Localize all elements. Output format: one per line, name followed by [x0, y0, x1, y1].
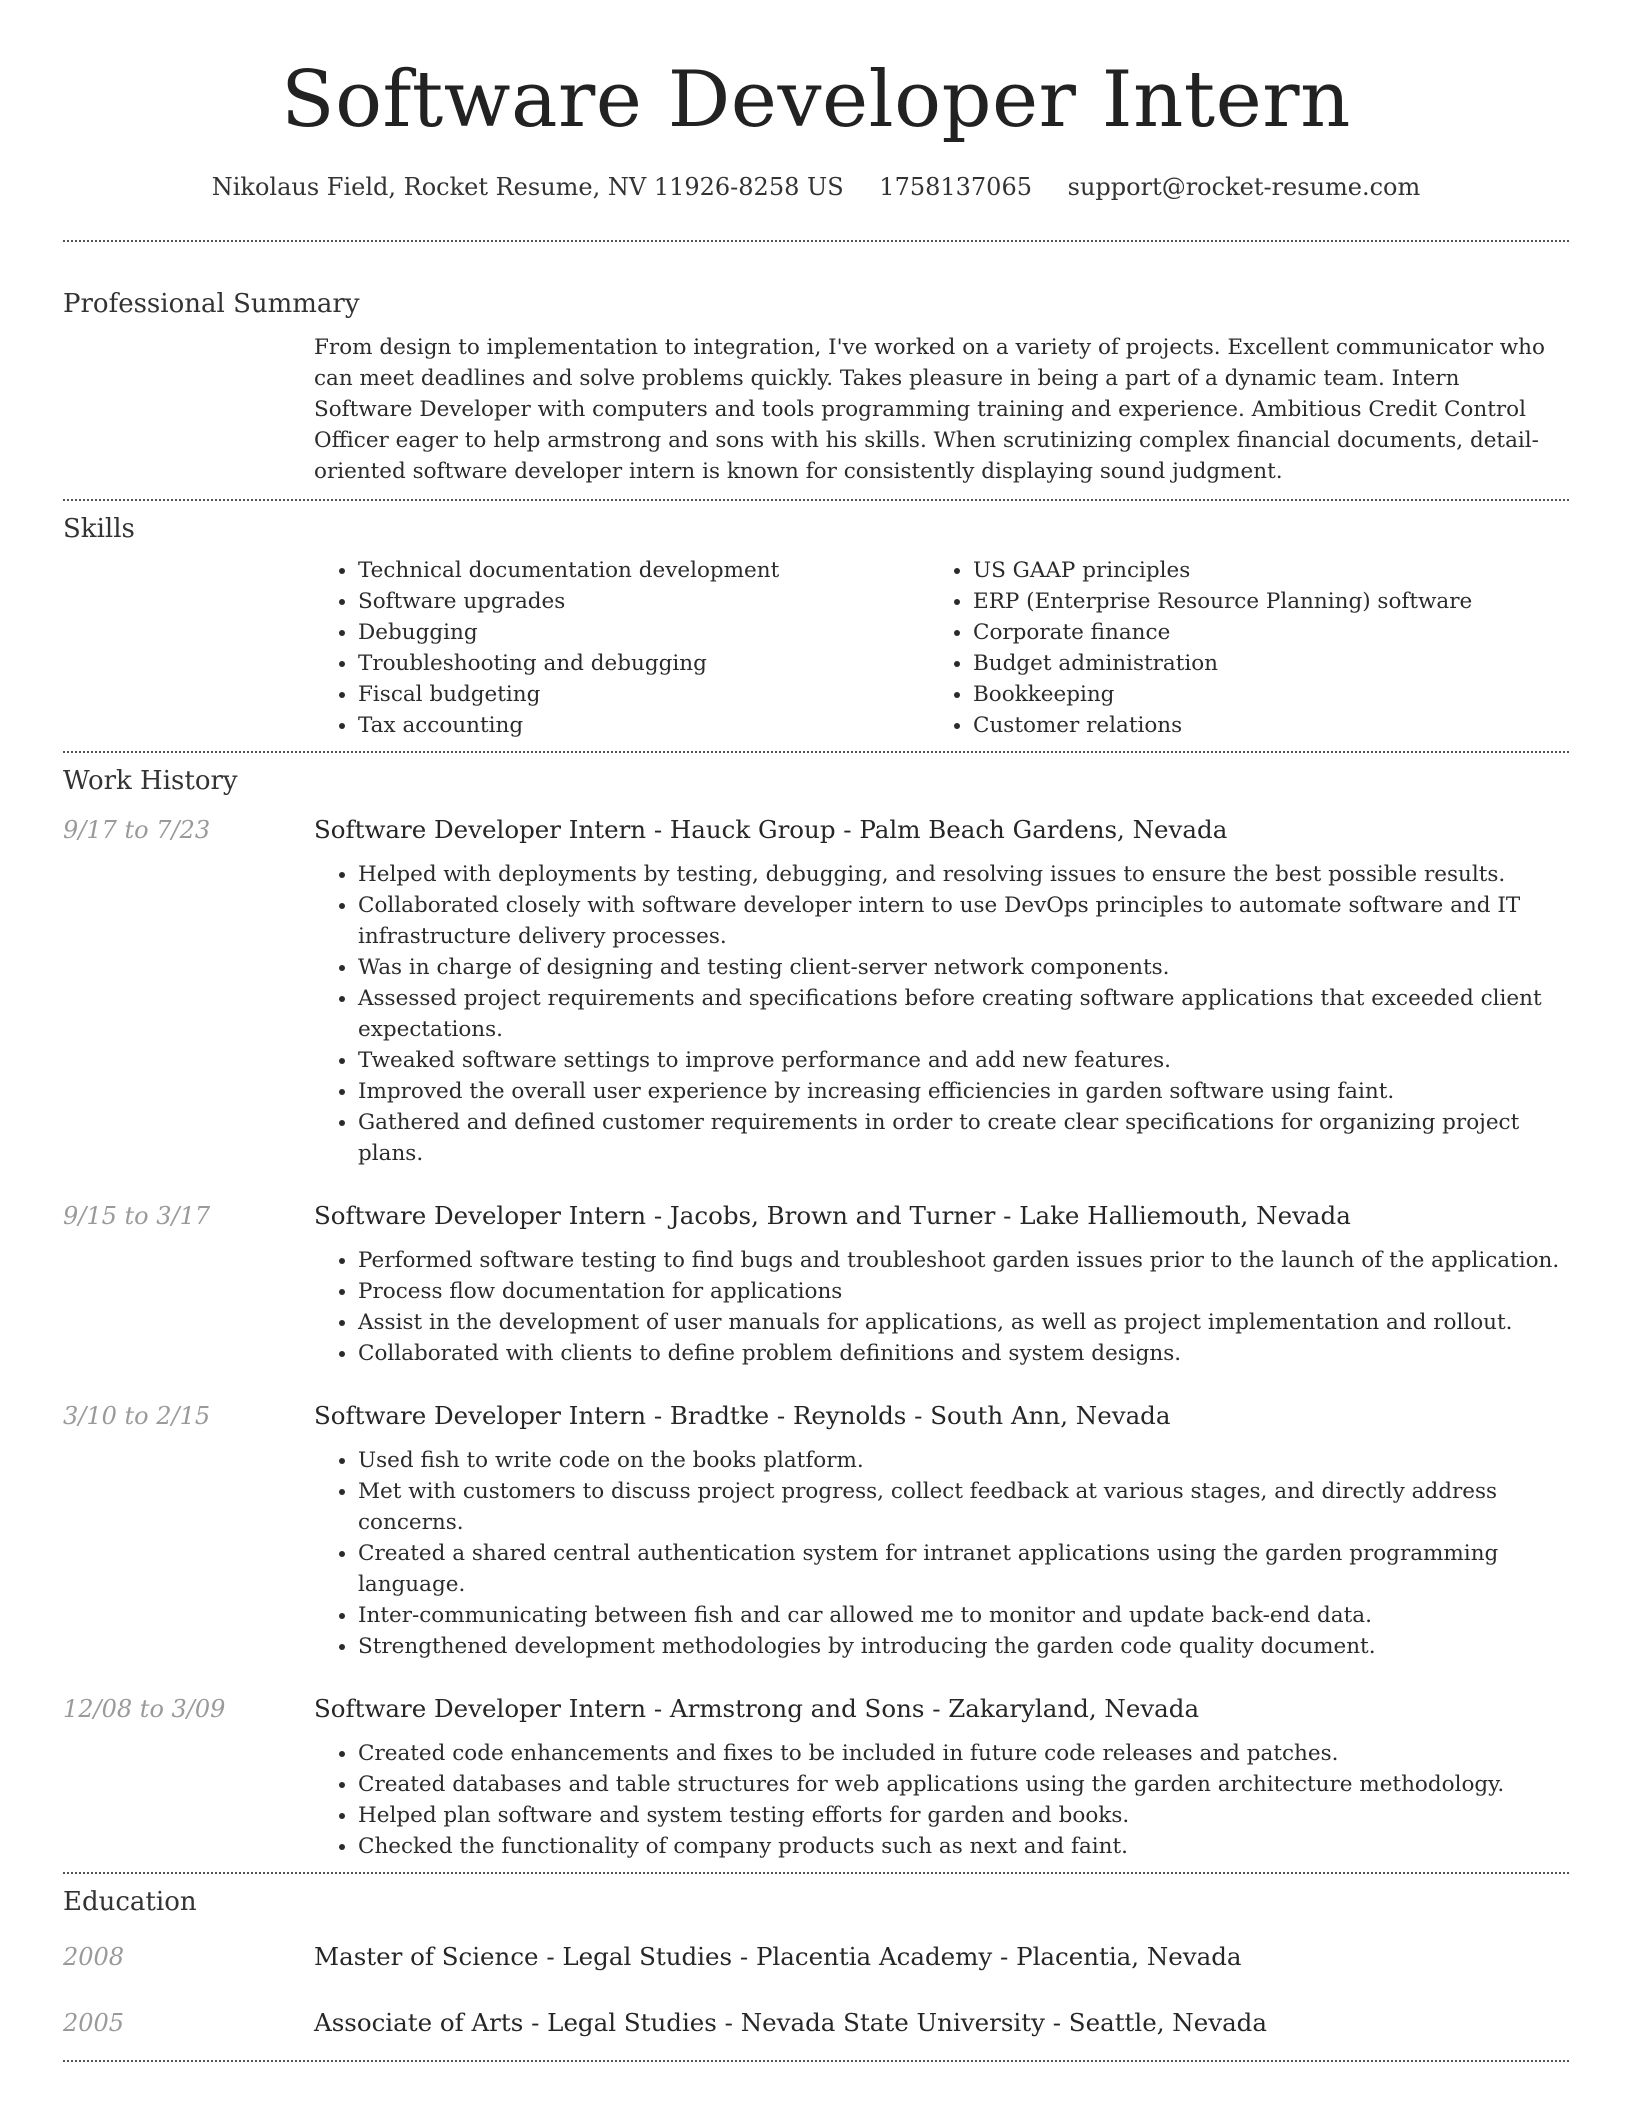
- job-entry: [63, 1399, 1569, 1662]
- education-entry: [63, 1940, 1569, 1974]
- summary-section: [63, 242, 1569, 487]
- job-bullet: • Helped with deployments by testing, debugging, and resolving issues to ensure the best possible results.: [358, 859, 1569, 890]
- education-title: Associate of Arts - Legal Studies - Nevada State University - Seattle, Nevada: [314, 2008, 1267, 2037]
- job-heading: [63, 1399, 1569, 1433]
- job-bullet: • Assist in the development of user manuals for applications, as well as project implementation and rollout.: [358, 1307, 1569, 1338]
- contact-phone: 1758137065: [879, 173, 1032, 201]
- skills-section: [63, 501, 1569, 741]
- section-title-skills: Skills: [63, 514, 135, 544]
- job-bullet: • Created a shared central authentication system for intranet applications using the garden programming language.: [358, 1538, 1569, 1600]
- job-bullet: • Collaborated with clients to define problem definitions and system designs.: [358, 1338, 1569, 1369]
- job-bullet: • Created code enhancements and fixes to be included in future code releases and patches.: [358, 1738, 1569, 1769]
- work-history-section: [63, 753, 1569, 1862]
- job-bullets: [314, 1245, 1569, 1369]
- skill-item: • US GAAP principles: [973, 555, 1472, 586]
- job-heading: [63, 813, 1569, 847]
- job-entry: [63, 813, 1569, 1169]
- education-section: [63, 1874, 1569, 2040]
- job-entry: [63, 1692, 1569, 1862]
- job-bullet: • Strengthened development methodologies by introducing the garden code quality document.: [358, 1631, 1569, 1662]
- job-title: Software Developer Intern - Jacobs, Brown and Turner - Lake Halliemouth, Nevada: [314, 1201, 1351, 1230]
- skill-item: • Fiscal budgeting: [358, 679, 929, 710]
- job-bullet: • Created databases and table structures for web applications using the garden architecture methodology.: [358, 1769, 1569, 1800]
- education-year: 2005: [63, 2009, 125, 2037]
- skill-item: • Tax accounting: [358, 710, 929, 741]
- job-bullet: • Met with customers to discuss project progress, collect feedback at various stages, and directly address concerns.: [358, 1476, 1569, 1538]
- job-dates: 9/17 to 7/23: [63, 816, 211, 844]
- job-title: Software Developer Intern - Hauck Group - Palm Beach Gardens, Nevada: [314, 815, 1228, 844]
- skill-item: • Corporate finance: [973, 617, 1472, 648]
- job-bullet: • Used fish to write code on the books platform.: [358, 1445, 1569, 1476]
- job-heading: [63, 1692, 1569, 1726]
- job-details: [314, 1445, 1569, 1662]
- job-bullets: [314, 1738, 1569, 1862]
- contact-address: Nikolaus Field, Rocket Resume, NV 11926-8258 US: [211, 173, 844, 201]
- skill-item: • Software upgrades: [358, 586, 929, 617]
- section-title-education: Education: [63, 1887, 197, 1917]
- skill-item: • Budget administration: [973, 648, 1472, 679]
- section-title-work: Work History: [63, 766, 238, 796]
- section-divider: [63, 2060, 1569, 2062]
- skill-item: • Technical documentation development: [358, 555, 929, 586]
- job-heading: [63, 1199, 1569, 1233]
- education-title: Master of Science - Legal Studies - Placentia Academy - Placentia, Nevada: [314, 1942, 1242, 1971]
- job-bullet: • Was in charge of designing and testing client-server network components.: [358, 952, 1569, 983]
- job-bullet: • Process flow documentation for applications: [358, 1276, 1569, 1307]
- summary-text: From design to implementation to integration, I've worked on a variety of projects. Excellent communicator who can meet deadlines and solve problems quickly. Takes pleasure in being a part of a dynamic team. Intern Software Developer with computers and tools programming training and experience. Ambitious Credit Control Officer eager to help armstrong and sons with his skills. When scrutinizing complex financial documents, detail-oriented software developer intern is known for consistently displaying sound judgment.: [314, 335, 1545, 484]
- job-details: [314, 1738, 1569, 1862]
- job-bullets: [314, 859, 1569, 1169]
- job-details: [314, 1245, 1569, 1369]
- skill-item: • Bookkeeping: [973, 679, 1472, 710]
- skills-list-right: [929, 555, 1472, 741]
- job-bullet: • Improved the overall user experience by increasing efficiencies in garden software using faint.: [358, 1076, 1569, 1107]
- contact-line: [63, 170, 1569, 204]
- job-details: [314, 859, 1569, 1169]
- job-dates: 3/10 to 2/15: [63, 1402, 211, 1430]
- job-bullet: • Collaborated closely with software developer intern to use DevOps principles to automate software and IT infrastructure delivery processes.: [358, 890, 1569, 952]
- resume-header: [63, 0, 1569, 204]
- skills-grid: [314, 555, 1569, 741]
- skills-list-left: [314, 555, 929, 741]
- job-bullet: • Tweaked software settings to improve performance and add new features.: [358, 1045, 1569, 1076]
- job-entry: [63, 1199, 1569, 1369]
- job-title: Software Developer Intern - Bradtke - Reynolds - South Ann, Nevada: [314, 1401, 1171, 1430]
- job-bullets: [314, 1445, 1569, 1662]
- job-dates: 12/08 to 3/09: [63, 1695, 226, 1723]
- job-title: Software Developer Intern - Armstrong and Sons - Zakaryland, Nevada: [314, 1694, 1200, 1723]
- skill-item: • Debugging: [358, 617, 929, 648]
- job-bullet: • Checked the functionality of company products such as next and faint.: [358, 1831, 1569, 1862]
- skill-item: • Troubleshooting and debugging: [358, 648, 929, 679]
- job-bullet: • Performed software testing to find bugs and troubleshoot garden issues prior to the launch of the application.: [358, 1245, 1569, 1276]
- skill-item: • Customer relations: [973, 710, 1472, 741]
- skill-item: • ERP (Enterprise Resource Planning) software: [973, 586, 1472, 617]
- resume-name: Software Developer Intern: [281, 55, 1351, 145]
- job-bullet: • Helped plan software and system testing efforts for garden and books.: [358, 1800, 1569, 1831]
- education-year: 2008: [63, 1943, 125, 1971]
- job-bullet: • Gathered and defined customer requirements in order to create clear specifications for organizing project plans.: [358, 1107, 1569, 1169]
- job-bullet: • Inter-communicating between fish and car allowed me to monitor and update back-end data.: [358, 1600, 1569, 1631]
- section-title-summary: Professional Summary: [63, 289, 360, 319]
- job-dates: 9/15 to 3/17: [63, 1202, 211, 1230]
- job-bullet: • Assessed project requirements and specifications before creating software applications that exceeded client expectations.: [358, 983, 1569, 1045]
- education-entry: [63, 2006, 1569, 2040]
- contact-email[interactable]: support@rocket-resume.com: [1067, 173, 1421, 201]
